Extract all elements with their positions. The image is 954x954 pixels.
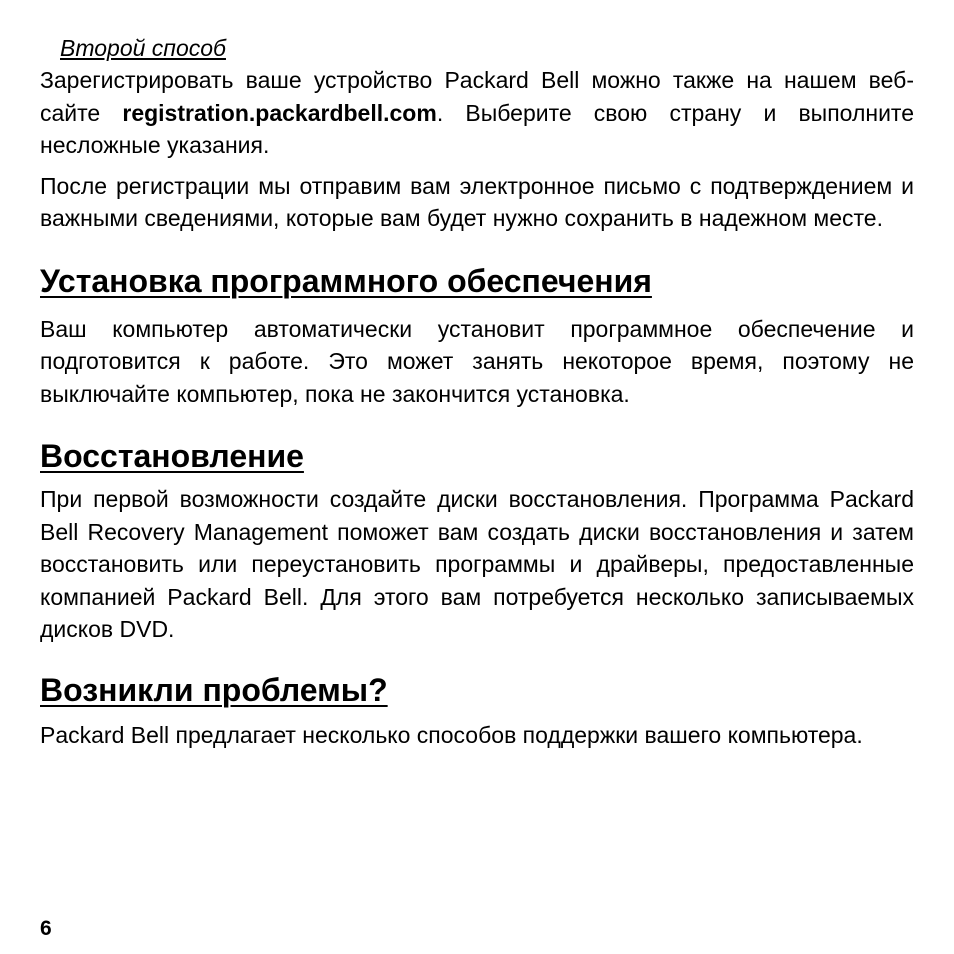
subheading-second-method: Второй способ (60, 35, 226, 61)
page-number: 6 (40, 917, 52, 940)
section-body-recovery: При первой возможности создайте диски восстановления. Программа Packard Bell Recovery Management поможет вам создать диски восстановления и затем восстановить или переустановить программы и драйверы, предоставленные компанией Packard Bell. Для этого вам потребуется несколько записываемых дисков DVD. (40, 486, 914, 642)
registration-paragraph (40, 64, 914, 162)
section-title-software: Установка программного обеспечения (40, 262, 652, 299)
after-registration-paragraph: После регистрации мы отправим вам электронное письмо с подтверждением и важными сведениями, которые вам будет нужно сохранить в надежном месте. (40, 172, 914, 231)
section-title-recovery: Восстановление (40, 438, 304, 474)
section-body-problems: Packard Bell предлагает несколько способов поддержки вашего компьютера. (40, 721, 863, 748)
section-title-problems: Возникли проблемы? (40, 671, 388, 708)
registration-url: registration.packardbell.com (122, 99, 437, 126)
section-body-software: Ваш компьютер автоматически установит программное обеспечение и подготовится к работе. Это может занять некоторое время, поэтому не выключайте компьютер, пока не закончится установка. (40, 315, 914, 407)
registration-text-after: . Выберите свою страну и выполните несложные указания. (40, 99, 914, 158)
registration-text-before: Зарегистрировать ваше устройство Packard Bell можно также на нашем веб-сайте (40, 67, 914, 126)
document-page (40, 32, 914, 751)
